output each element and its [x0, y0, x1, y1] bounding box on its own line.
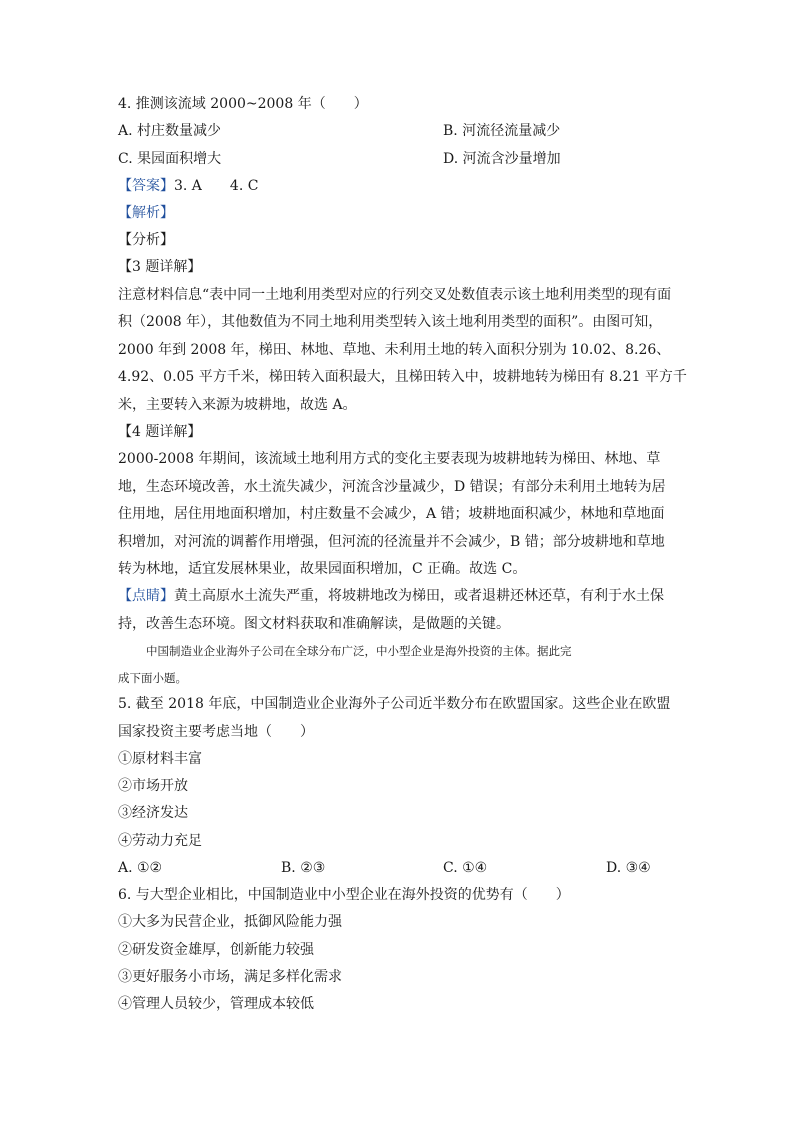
dianjing-line1: [118, 586, 664, 606]
detail4-line: 住用地，居住用地面积增加，村庄数量不会减少，A 错；坡耕地面积减少，林地和草地面: [118, 506, 665, 522]
detail4-line: 积增加，对河流的调蓄作用增强，但河流的径流量并不会减少，B 错；部分坡耕地和草地: [118, 534, 665, 550]
q5-option-c: C. ①④: [443, 860, 488, 876]
detail3-line: 4.92、0.05 平方千米，梯田转入面积最大，且梯田转入中，坡耕地转为梯田有 8.21 平方千: [118, 369, 687, 385]
detail4-line: 地，生态环境改善，水土流失减少，河流含沙量减少，D 错误；有部分未利用土地转为居: [118, 479, 666, 495]
detail4-heading: 【4 题详解】: [118, 424, 202, 440]
q6-item: ④管理人员较少，管理成本较低: [118, 996, 314, 1012]
q4-option-d: D. 河流含沙量增加: [443, 151, 561, 167]
answer-text: 3. A 4. C: [174, 178, 259, 194]
detail4-line: 2000-2008 年期间，该流域土地利用方式的变化主要表现为坡耕地转为梯田、林地、草: [118, 451, 661, 467]
q4-option-b: B. 河流径流量减少: [443, 123, 561, 139]
q5-item: ①原材料丰富: [118, 751, 202, 767]
q4-option-c: C. 果园面积增大: [118, 151, 222, 167]
answer-line: [118, 176, 258, 196]
q5-item: ④劳动力充足: [118, 833, 202, 849]
q4-stem: 4. 推测该流域 2000~2008 年（ ）: [118, 96, 368, 112]
q6-item: ③更好服务小市场，满足多样化需求: [118, 969, 342, 985]
material-line2: 成下面小题。: [118, 671, 187, 685]
q6-item: ②研发资金雄厚，创新能力较强: [118, 942, 314, 958]
detail3-line: 注意材料信息“表中同一土地利用类型对应的行列交叉处数值表示该土地利用类型的现有面: [118, 287, 672, 303]
dianjing-text: 黄土高原水土流失严重，将坡耕地改为梯田，或者退耕还林还草，有利于水土保: [174, 588, 664, 604]
detail3-line: 米，主要转入来源为坡耕地，故选 A。: [118, 397, 357, 413]
q5-option-a: A. ①②: [118, 860, 163, 876]
answer-label: 【答案】: [118, 178, 174, 194]
fenxi-heading: 【分析】: [118, 232, 174, 248]
dianjing-line2: 持，改善生态环境。图文材料获取和准确解读，是做题的关键。: [118, 616, 510, 632]
q5-option-d: D. ③④: [606, 860, 651, 876]
detail3-line: 积（2008 年），其他数值为不同土地利用类型转入该土地利用类型的面积”。由图可知，: [118, 314, 663, 330]
dianjing-label: 【点睛】: [118, 588, 174, 604]
q5-stem-line2: 国家投资主要考虑当地（ ）: [118, 724, 314, 740]
detail3-heading: 【3 题详解】: [118, 259, 202, 275]
detail4-line: 转为林地，适宜发展林果业，故果园面积增加，C 正确。故选 C。: [118, 561, 527, 577]
q5-item: ③经济发达: [118, 805, 188, 821]
detail3-line: 2000 年到 2008 年，梯田、林地、草地、未利用土地的转入面积分别为 10.02、8.26、: [118, 342, 671, 358]
q5-stem-line1: 5. 截至 2018 年底，中国制造业企业海外子公司近半数分布在欧盟国家。这些企业在欧盟: [118, 696, 671, 712]
q5-item: ②市场开放: [118, 778, 188, 794]
material-line1: 中国制造业企业海外子公司在全球分布广泛，中小型企业是海外投资的主体。据此完: [146, 644, 572, 658]
q5-option-b: B. ②③: [281, 860, 326, 876]
q6-item: ①大多为民营企业，抵御风险能力强: [118, 914, 342, 930]
analysis-heading: 【解析】: [118, 205, 174, 221]
q6-stem: 6. 与大型企业相比，中国制造业中小型企业在海外投资的优势有（ ）: [118, 887, 570, 903]
q4-option-a: A. 村庄数量减少: [118, 123, 222, 139]
